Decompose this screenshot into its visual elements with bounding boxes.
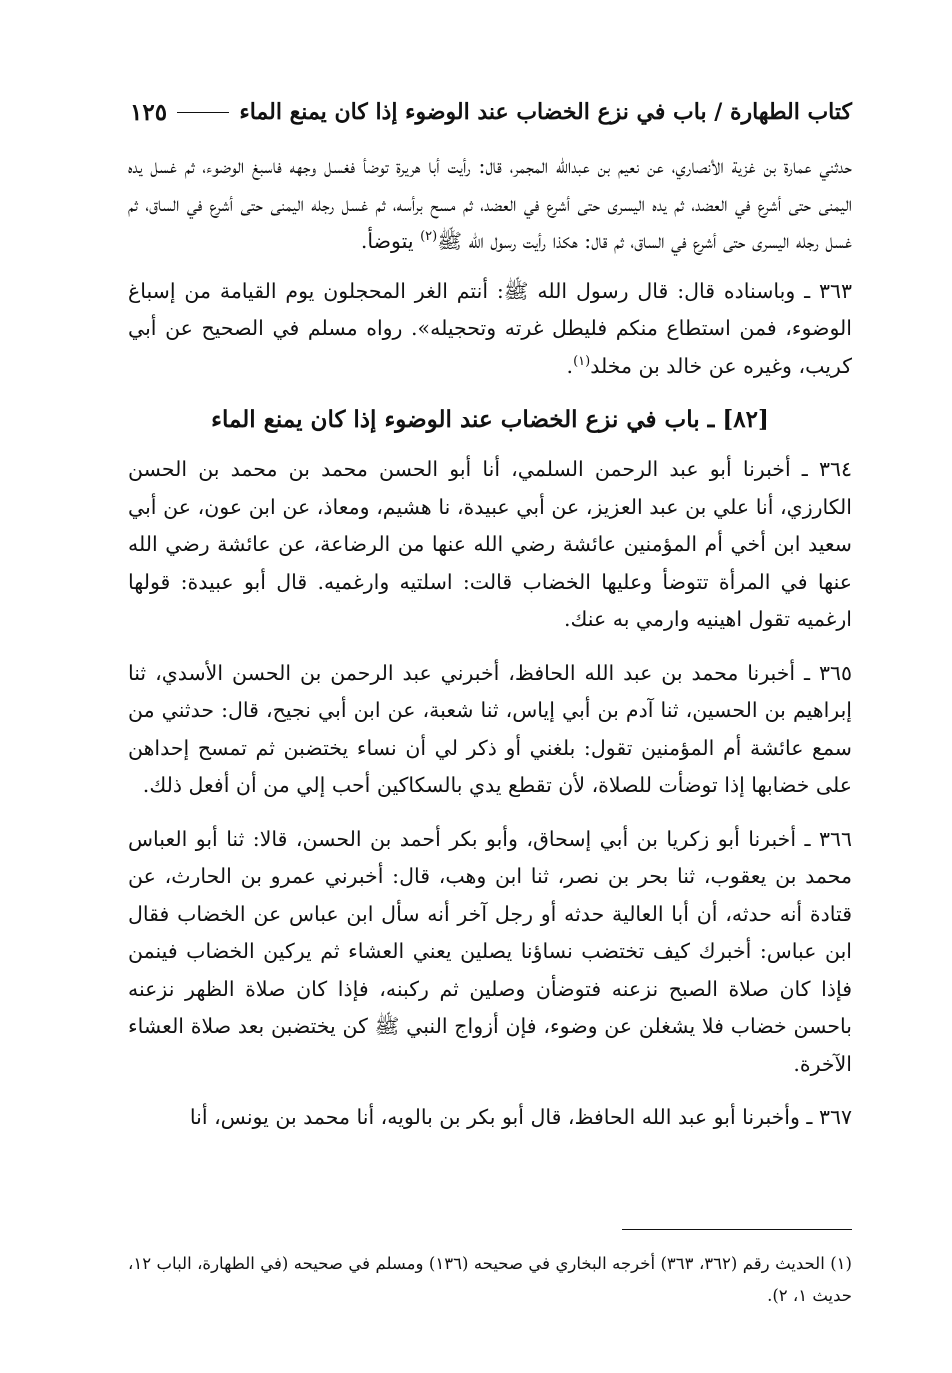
hadith-367: ٣٦٧ ـ وأخبرنا أبو عبد الله الحافظ، قال أبو بكر بن بالويه، أنا محمد بن يونس، أنا bbox=[189, 1105, 852, 1129]
hadith-363 bbox=[128, 273, 852, 386]
header-title: كتاب الطهارة / باب في نزع الخضاب عند الوضوء إذا كان يمنع الماء bbox=[239, 99, 852, 125]
header-rule bbox=[177, 112, 229, 113]
hadith-365: ٣٦٥ ـ أخبرنا محمد بن عبد الله الحافظ، أخبرني عبد الرحمن بن الحسن الأسدي، ثنا إبراهيم بن الحسين، ثنا آدم بن أبي إياس، ثنا شعبة، عن ابن أبي نجيح، قال: حدثني من سمع عائشة أم المؤمنين تقول: بلغني أو ذكر لي أن نساء يختضبن ثم تمسح إحداهن على خضابها إذا توضأت للصلاة، لأن تقطع يدي بالسكاكين أحب إلي من أن أفعل ذلك. bbox=[128, 660, 852, 797]
footnote-marker-2: (٢) bbox=[420, 229, 438, 245]
page-number: ١٢٥ bbox=[130, 98, 168, 126]
page-body bbox=[128, 148, 852, 1137]
chapter-heading: [٨٢] ـ باب في نزع الخضاب عند الوضوء إذا كان يمنع الماء bbox=[211, 406, 769, 433]
hadith-363-text: ٣٦٣ ـ وباسناده قال: قال رسول الله ﷺ: أنتم الغر المحجلون يوم القيامة من إسباغ الوضوء، فمن استطاع منكم فليطل غرته وتحجيله». رواه مسلم في الصحيح عن أبي كريب، وغيره عن خالد بن مخلد bbox=[128, 278, 852, 378]
hadith-364: ٣٦٤ ـ أخبرنا أبو عبد الرحمن السلمي، أنا أبو الحسن محمد بن محمد بن الحسن الكارزي، أنا علي بن عبد العزيز، عن أبي عبيدة، نا هشيم، ومعاذ، عن ابن عون، عن أبي سعيد ابن أخي أم المؤمنين عائشة رضي الله عنها من الرضاعة، عن عائشة رضي الله عنها في المرأة تتوضأ وعليها الخضاب قالت: اسلتيه وارغميه. قال أبو عبيدة: قولها ارغميه تقول اهينيه وارمي به عنك. bbox=[128, 457, 852, 631]
running-header bbox=[130, 92, 852, 132]
hadith-363-end: . bbox=[566, 353, 574, 378]
hadith-362-continuation bbox=[128, 148, 852, 261]
hadith-366: ٣٦٦ ـ أخبرنا أبو زكريا بن أبي إسحاق، وأبو بكر أحمد بن الحسن، قالا: ثنا أبو العباس محمد بن يعقوب، ثنا بحر بن نصر، ثنا ابن وهب، قال: أخبرني عمرو بن الحارث، عن قتادة أنه حدثه، أن أبا العالية حدثه أو رجل آخر أنه سأل ابن عباس عن الخضاب فقال ابن عباس: أخبرك كيف تختضب نساؤنا يصلين يعني العشاء ثم يركين الخضاب فينمن فإذا كان صلاة الصبح نزعنه فتوضأن وصلين ثم ركبنه، فإذا كان صلاة الظهر نزعنه باحسن خضاب فلا يشغلن عن وضوء، فإن أزواج النبي ﷺ كن يختضبن بعد صلاة العشاء الآخرة. bbox=[128, 826, 852, 1076]
footnote-marker-1: (١) bbox=[573, 353, 591, 369]
footnote: (١) الحديث رقم (٣٦٢، ٣٦٣) أخرجه البخاري في صحيحه (١٣٦) ومسلم في صحيحه (في الطهارة، الباب ١٢، حديث ١، ٢). bbox=[128, 1254, 852, 1305]
hadith-362-end: يتوضأ. bbox=[360, 229, 421, 253]
hadith-362-text: حدثني عمارة بن غزية الأنصاري، عن نعيم بن عبدالله المجمر، قال: رأيت أبا هريرة توضأ فغسل وجهه فاسبغ الوضوء، ثم غسل يده اليمنى حتى أشرع في العضد، ثم يده اليسرى حتى أشرع في العضد، ثم مسح برأسه، ثم غسل رجله اليمنى حتى أشرع في الساق، ثم غسل رجله اليسرى حتى أشرع في الساق، ثم قال: هكذا رأيت رسول الله ﷺ bbox=[128, 154, 852, 253]
footnote-rule bbox=[622, 1229, 852, 1230]
